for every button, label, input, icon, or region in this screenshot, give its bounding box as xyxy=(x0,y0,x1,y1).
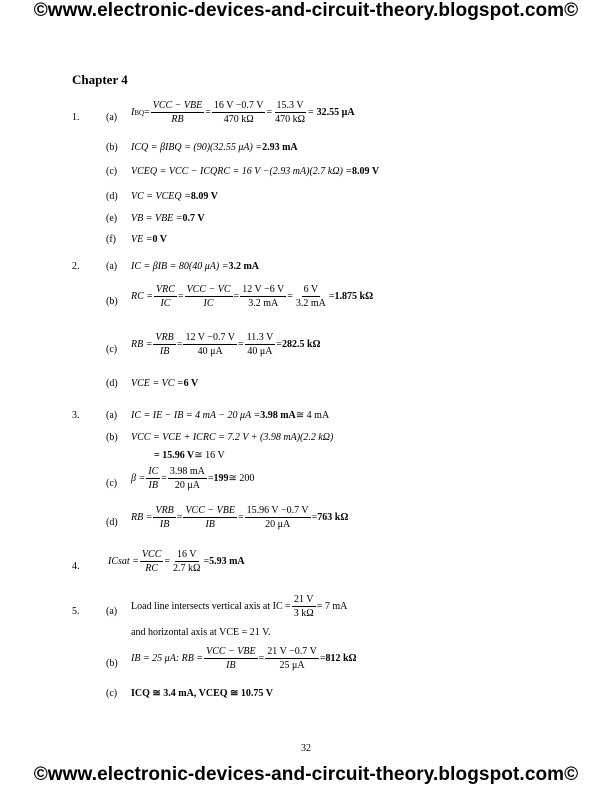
result: 8.09 V xyxy=(190,191,218,202)
eq-tail: ≅ 16 V xyxy=(194,450,225,461)
eq-text: IC = IE − IB = 4 mA − 20 μA = xyxy=(131,410,261,421)
frac-den: 40 μA xyxy=(247,346,273,357)
frac-den: 2.7 kΩ xyxy=(173,563,201,574)
problem-number: 2. xyxy=(72,261,80,272)
equation-2c: RB = $\frac{\text{VRB}}{IB}$ = $\frac{12 V -0.7 V}{40 \mu A}$ = $\frac{11.3 V}{40 \mu A}$ = 282.5 kΩ xyxy=(131,332,321,357)
frac-num: 12 V −0.7 V xyxy=(185,332,235,343)
part-label: (b) xyxy=(106,432,118,443)
equation-1d xyxy=(131,191,218,203)
eq-lhs: RC = xyxy=(131,290,154,302)
problem-number: 1. xyxy=(72,112,80,123)
fraction xyxy=(185,284,233,309)
watermark-top: ©www.electronic-devices-and-circuit-theory.blogspot.com© xyxy=(33,0,579,21)
watermark-bottom: ©www.electronic-devices-and-circuit-theory.blogspot.com© xyxy=(33,764,579,785)
eq-tail: = 7 mA xyxy=(316,600,348,612)
problem-number: 4. xyxy=(72,561,80,572)
fraction xyxy=(151,100,205,125)
frac-den: IC xyxy=(203,298,214,309)
equation-1f xyxy=(131,234,167,246)
result: 0.7 V xyxy=(182,213,205,224)
eq-text: IC = βIB = 80(40 μA) = xyxy=(131,261,229,272)
frac-num: VCC − VC xyxy=(186,284,231,295)
fraction xyxy=(245,505,311,530)
eq-lhs: RB = xyxy=(131,511,153,523)
eq-text: VE = xyxy=(131,234,153,245)
fraction xyxy=(168,466,207,491)
frac-den: IB xyxy=(226,660,236,671)
equation-1e xyxy=(131,213,205,225)
frac-num: 12 V −6 V xyxy=(242,284,285,295)
eq-lhs: ICsat = xyxy=(108,555,139,567)
part-label: (c) xyxy=(106,688,118,699)
page-number: 32 xyxy=(301,743,311,754)
result: 3.2 mA xyxy=(228,261,260,272)
equation-3c: β = $\frac{IC}{IB}$ = $\frac{3.98 mA}{20 \mu A}$ = 199 ≅ 200 xyxy=(131,466,255,491)
equation-1b xyxy=(131,142,298,154)
equation-1c xyxy=(131,166,379,178)
result: 2.93 mA xyxy=(262,142,298,153)
equation-3d: RB = $\frac{\text{VRB}}{IB}$ = $\frac{\text{VCC − VBE}}{IB}$ = $\frac{15.96 V -0.7 V}{20 \mu A}$ = 763 kΩ xyxy=(131,505,349,530)
fraction xyxy=(292,594,316,619)
part-label: (b) xyxy=(106,142,118,153)
equation-2d xyxy=(131,378,198,390)
equation-5c xyxy=(131,688,273,700)
frac-num: 21 V xyxy=(293,594,314,605)
fraction xyxy=(183,505,237,530)
eq-sign: = xyxy=(144,106,150,118)
eq-text: VC = VCEQ = xyxy=(131,191,191,202)
eq-text: Load line intersects vertical axis at IC = xyxy=(131,600,291,612)
equation-2a xyxy=(131,261,259,273)
frac-den: 20 μA xyxy=(174,480,200,491)
frac-num: VRC xyxy=(156,284,175,295)
frac-den: 40 μA xyxy=(197,346,223,357)
equation-5a-line2 xyxy=(131,627,271,639)
frac-num: IC xyxy=(148,466,159,477)
frac-den: RC xyxy=(145,563,159,574)
eq-tail: ≅ 4 mA xyxy=(295,410,330,421)
equation-4: ICsat = $\frac{\text{VCC}}{RC}$ = $\frac{16 V}{2.7 k\Omega}$ = 5.93 mA xyxy=(108,549,245,574)
eq-tail: ≅ 200 xyxy=(228,472,255,484)
fraction xyxy=(204,646,258,671)
part-label: (a) xyxy=(106,112,118,123)
frac-den: IB xyxy=(159,346,170,357)
result: 5.93 mA xyxy=(209,555,245,567)
eq-text: VCC = VCE + ICRC = 7.2 V + (3.98 mA)(2.2 kΩ) xyxy=(131,432,334,443)
eq-lhs: RB = xyxy=(131,338,153,350)
part-label: (b) xyxy=(106,296,118,307)
equation-3a xyxy=(131,410,329,422)
frac-den: IC xyxy=(160,298,171,309)
eq-sign: = xyxy=(266,106,273,118)
frac-num: 16 V −0.7 V xyxy=(213,100,264,111)
eq-text: VCE = VC = xyxy=(131,378,184,389)
frac-den: 25 μA xyxy=(279,660,305,671)
frac-num: VCC − VBE xyxy=(206,646,256,657)
eq-text: and horizontal axis at VCE = 21 V. xyxy=(131,627,271,638)
eq-lhs: I xyxy=(131,106,135,118)
result: 199 xyxy=(213,472,229,484)
eq-text: VB = VBE = xyxy=(131,213,183,224)
frac-num: 11.3 V xyxy=(246,332,274,343)
result: 32.55 μA xyxy=(316,106,355,118)
eq-text: IB = 25 μA: RB = xyxy=(131,652,204,664)
result: = 15.96 V xyxy=(154,450,195,461)
frac-den: IB xyxy=(205,519,215,530)
eq-lhs-sub: BQ xyxy=(134,108,145,117)
problem-number: 3. xyxy=(72,410,80,421)
frac-den: RB xyxy=(171,114,184,125)
fraction xyxy=(140,549,163,574)
result: 8.09 V xyxy=(352,166,380,177)
frac-den: 20 μA xyxy=(265,519,291,530)
frac-num: VRB xyxy=(155,332,174,343)
fraction xyxy=(146,466,160,491)
part-label: (c) xyxy=(106,478,118,489)
part-label: (d) xyxy=(106,517,118,528)
result: 0 V xyxy=(152,234,168,245)
part-label: (b) xyxy=(106,658,118,669)
result: 812 kΩ xyxy=(325,652,357,664)
part-label: (c) xyxy=(106,166,118,177)
equation-5b: IB = 25 μA: RB = $\frac{\text{VCC − VBE}}{IB}$ = $\frac{21 V -0.7 V}{25 \mu A}$ = 812 kΩ xyxy=(131,646,357,671)
equation-2b: RC = $\frac{\text{VRC}}{IC}$ = $\frac{\text{VCC − VC}}{IC}$ = $\frac{12 V -6 V}{3.2 mA}$ = $\frac{6 V}{3.2 mA}$ = 1.875 kΩ xyxy=(131,284,374,309)
part-label: (a) xyxy=(106,261,118,272)
frac-num: VRB xyxy=(155,505,174,516)
frac-num: 16 V xyxy=(176,549,197,560)
frac-num: 15.3 V xyxy=(276,100,304,111)
fraction xyxy=(153,505,175,530)
fraction xyxy=(183,332,237,357)
frac-den: 470 kΩ xyxy=(223,114,254,125)
frac-num: VCC xyxy=(141,549,162,560)
frac-num: 21 V −0.7 V xyxy=(267,646,317,657)
frac-den: IB xyxy=(159,519,170,530)
eq-sign: = xyxy=(205,106,211,118)
part-label: (d) xyxy=(106,191,118,202)
result: 6 V xyxy=(183,378,199,389)
fraction xyxy=(171,549,202,574)
frac-num: VCC − VBE xyxy=(152,100,203,111)
eq-lhs: β = xyxy=(131,472,146,484)
result: 1.875 kΩ xyxy=(334,290,374,302)
result: 282.5 kΩ xyxy=(281,338,321,350)
frac-den: 470 kΩ xyxy=(275,114,306,125)
fraction xyxy=(273,100,307,125)
frac-den: IB xyxy=(148,480,158,491)
frac-num: VCC − VBE xyxy=(185,505,235,516)
eq-text: VCEQ = VCC − ICQRC = 16 V −(2.93 mA)(2.7 kΩ) = xyxy=(131,166,353,177)
fraction xyxy=(294,284,328,309)
equation-3b xyxy=(131,432,333,444)
part-label: (c) xyxy=(106,344,118,355)
frac-num: 6 V xyxy=(303,284,319,295)
part-label: (f) xyxy=(106,234,116,245)
fraction xyxy=(240,284,286,309)
part-label: (e) xyxy=(106,213,118,224)
fraction xyxy=(153,332,175,357)
frac-num: 15.96 V −0.7 V xyxy=(246,505,309,516)
fraction xyxy=(265,646,319,671)
eq-text: ICQ = βIBQ = (90)(32.55 μA) = xyxy=(131,142,263,153)
fraction xyxy=(154,284,177,309)
equation-3b-cont xyxy=(154,450,225,462)
frac-num: 3.98 mA xyxy=(169,466,205,477)
equation-1a xyxy=(131,100,355,125)
equation-5a xyxy=(131,594,347,619)
part-label: (a) xyxy=(106,606,118,617)
result: 763 kΩ xyxy=(317,511,349,523)
chapter-title: Chapter 4 xyxy=(72,72,128,87)
part-label: (a) xyxy=(106,410,118,421)
problem-number: 5. xyxy=(72,606,80,617)
result: ICQ ≅ 3.4 mA, VCEQ ≅ 10.75 V xyxy=(131,688,273,699)
result: 3.98 mA xyxy=(260,410,296,421)
frac-den: 3.2 mA xyxy=(248,298,279,309)
frac-den: 3 kΩ xyxy=(293,608,314,619)
frac-den: 3.2 mA xyxy=(295,298,326,309)
fraction xyxy=(245,332,276,357)
part-label: (d) xyxy=(106,378,118,389)
eq-sign: = xyxy=(308,106,314,118)
fraction xyxy=(212,100,266,125)
